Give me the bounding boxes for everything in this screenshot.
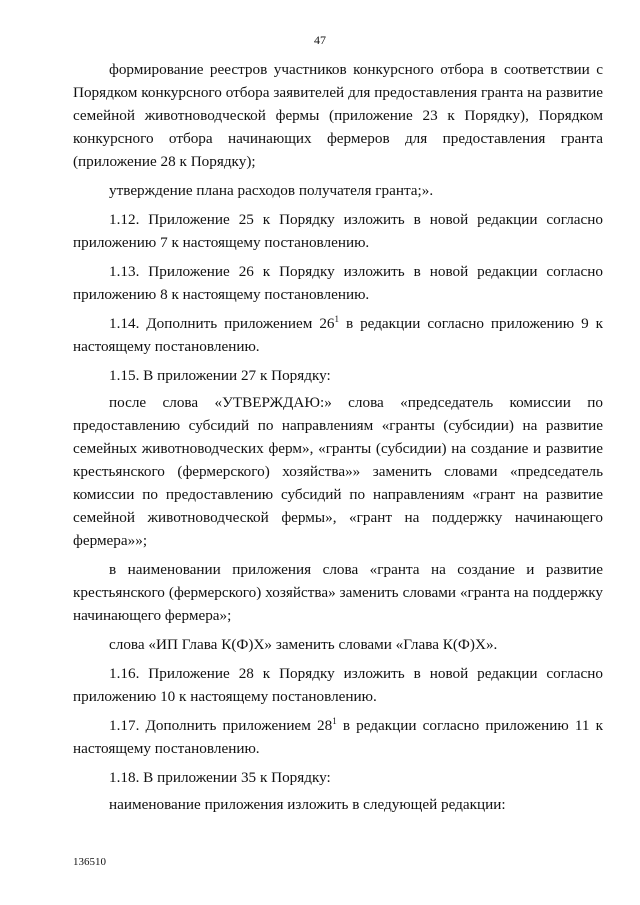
paragraph-1-13: 1.13. Приложение 26 к Порядку изложить в новой редакции согласно приложению 8 к настоящему постановлению.	[73, 263, 603, 303]
paragraph-1-17-end: в редакции согласно приложению 11 к настоящему постановлению.	[73, 717, 603, 757]
document-code: 136510	[73, 856, 106, 868]
paragraph-1-18: 1.18. В приложении 35 к Порядку:	[109, 769, 331, 786]
paragraph-title-new: наименование приложения изложить в следующей редакции:	[109, 796, 506, 813]
paragraph-registers: формирование реестров участников конкурсного отбора в соответствии с Порядком конкурсного отбора заявителей для предоставления гранта на развитие семейной животноводческой фермы (приложение 23 к Порядку), Порядком конкурсного отбора начинающих фермеров для предоставления гранта (приложение 28 к Порядку);	[73, 61, 603, 170]
paragraph-1-14	[73, 312, 603, 358]
paragraph-1-17-start: 1.17. Дополнить приложением 28	[109, 717, 333, 734]
paragraph-ip-head: слова «ИП Глава К(Ф)Х» заменить словами «Глава К(Ф)Х».	[109, 636, 498, 653]
paragraph-1-16: 1.16. Приложение 28 к Порядку изложить в новой редакции согласно приложению 10 к настоящему постановлению.	[73, 665, 603, 705]
paragraph-1-17	[73, 714, 603, 760]
paragraph-1-12: 1.12. Приложение 25 к Порядку изложить в новой редакции согласно приложению 7 к настоящему постановлению.	[73, 211, 603, 251]
paragraph-title-words: в наименовании приложения слова «гранта на создание и развитие крестьянского (фермерского) хозяйства» заменить словами «гранта на поддержку начинающего фермера»;	[73, 561, 603, 624]
paragraph-expense-plan: утверждение плана расходов получателя гранта;».	[109, 182, 434, 199]
paragraph-approve-words: после слова «УТВЕРЖДАЮ:» слова «председатель комиссии по предоставлению субсидий по направлениям «гранты (субсидии) на развитие семейных животноводческих ферм», «гранты (субсидии) на создание и развитие крестьянского (фермерского) хозяйства»» заменить словами «председатель комиссии по предоставлению субсидий по направлениям «грант на развитие семейной животноводческой фермы», «грант на поддержку начинающего фермера»»;	[73, 394, 603, 549]
paragraph-1-15: 1.15. В приложении 27 к Порядку:	[109, 367, 331, 384]
superscript-1: 1	[334, 314, 340, 324]
paragraph-1-14-start: 1.14. Дополнить приложением 26	[109, 315, 335, 332]
document-body	[73, 58, 603, 822]
superscript-1: 1	[332, 716, 337, 726]
paragraph-1-14-end: в редакции согласно приложению 9 к настоящему постановлению.	[73, 315, 603, 355]
page-number: 47	[314, 33, 326, 47]
